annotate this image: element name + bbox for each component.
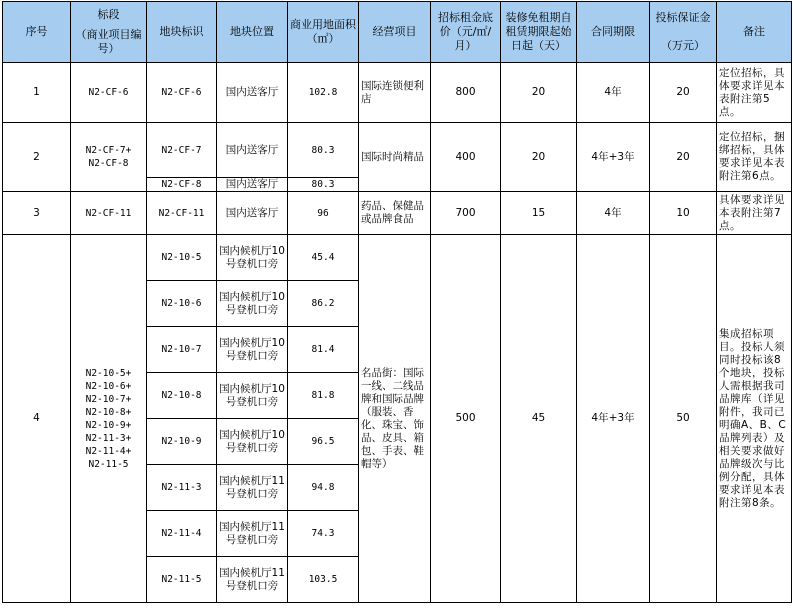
- remark-cell: 定位招标，具体要求详见本表附注第5点。: [717, 63, 792, 123]
- business-cell: 名品街：国际一线、二线品牌和国际品牌（服装、香化、珠宝、饰品、皮具、箱包、手表、鞋帽等）: [359, 235, 431, 603]
- term-cell: 4年: [577, 63, 650, 123]
- remark-cell: 具体要求详见本表附注第7点。: [717, 192, 792, 235]
- area-cell: 103.5: [288, 557, 359, 603]
- table-row: [3, 192, 792, 235]
- block-id-cell: N2-10-7: [147, 327, 217, 373]
- location-cell: 国内送客厅: [217, 63, 288, 123]
- business-cell: 国际时尚精品: [359, 123, 431, 192]
- deposit-cell: 20: [650, 123, 717, 192]
- area-cell: 86.2: [288, 281, 359, 327]
- header-seq: 序号: [3, 2, 71, 63]
- block-id-cell: N2-CF-11: [147, 192, 217, 235]
- area-cell: 96: [288, 192, 359, 235]
- header-section-subtitle: （商业项目编号）: [75, 28, 142, 55]
- location-cell: 国内候机厅11号登机口旁: [217, 511, 288, 557]
- section-cell: N2-CF-6: [71, 63, 147, 123]
- location-cell: 国内候机厅10号登机口旁: [217, 327, 288, 373]
- block-id-cell: N2-10-8: [147, 373, 217, 419]
- table-body: [3, 63, 792, 603]
- rent-cell: 500: [431, 235, 501, 603]
- seq-cell: 2: [3, 123, 71, 192]
- area-cell: 102.8: [288, 63, 359, 123]
- seq-cell: 1: [3, 63, 71, 123]
- header-business: 经营项目: [359, 2, 431, 63]
- block-id-cell: N2-11-5: [147, 557, 217, 603]
- rent-cell: 800: [431, 63, 501, 123]
- free-period-cell: 15: [501, 192, 577, 235]
- seq-cell: 3: [3, 192, 71, 235]
- header-block-id: 地块标识: [147, 2, 217, 63]
- free-period-cell: 20: [501, 123, 577, 192]
- header-deposit: [650, 2, 717, 63]
- deposit-cell: 50: [650, 235, 717, 603]
- term-cell: 4年: [577, 192, 650, 235]
- location-cell: 国内送客厅: [217, 192, 288, 235]
- block-id-cell: N2-11-3: [147, 465, 217, 511]
- deposit-cell: 20: [650, 63, 717, 123]
- location-cell: 国内候机厅11号登机口旁: [217, 465, 288, 511]
- area-cell: 80.3: [288, 178, 359, 192]
- area-cell: 80.3: [288, 123, 359, 178]
- free-period-cell: 20: [501, 63, 577, 123]
- table-row: [3, 235, 792, 281]
- seq-cell: 4: [3, 235, 71, 603]
- section-cell: N2-CF-11: [71, 192, 147, 235]
- block-id-cell: N2-CF-6: [147, 63, 217, 123]
- table-row: [3, 123, 792, 178]
- header-remark: 备注: [717, 2, 792, 63]
- section-cell: N2-10-5+ N2-10-6+ N2-10-7+ N2-10-8+ N2-10-9+ N2-11-3+ N2-11-4+ N2-11-5: [71, 235, 147, 603]
- location-cell: 国内送客厅: [217, 123, 288, 178]
- rent-cell: 700: [431, 192, 501, 235]
- area-cell: 74.3: [288, 511, 359, 557]
- area-cell: 94.8: [288, 465, 359, 511]
- rent-cell: 400: [431, 123, 501, 192]
- term-cell: 4年+3年: [577, 235, 650, 603]
- location-cell: 国内候机厅11号登机口旁: [217, 557, 288, 603]
- header-term: 合同期限: [577, 2, 650, 63]
- remark-cell: 集成招标项目。投标人须同时投标该8个地块，投标人需根据我司品牌库（详见附件，我司已明确A、B、C品牌列表）及相关要求做好品牌级次与比例分配，具体要求详见本表附注第8条。: [717, 235, 792, 603]
- location-cell: 国内候机厅10号登机口旁: [217, 419, 288, 465]
- block-id-cell: N2-10-6: [147, 281, 217, 327]
- location-cell: 国内送客厅: [217, 178, 288, 192]
- location-cell: 国内候机厅10号登机口旁: [217, 281, 288, 327]
- remark-cell: 定位招标，捆绑招标，具体要求详见本表附注第6点。: [717, 123, 792, 192]
- location-cell: 国内候机厅10号登机口旁: [217, 373, 288, 419]
- business-cell: 药品、保健品或品牌食品: [359, 192, 431, 235]
- header-deposit-title: 投标保证金: [655, 11, 711, 24]
- business-cell: 国际连锁便利店: [359, 63, 431, 123]
- area-cell: 45.4: [288, 235, 359, 281]
- area-cell: 96.5: [288, 419, 359, 465]
- area-cell: 81.8: [288, 373, 359, 419]
- bid-table: [2, 1, 792, 603]
- location-cell: 国内候机厅10号登机口旁: [217, 235, 288, 281]
- free-period-cell: 45: [501, 235, 577, 603]
- block-id-cell: N2-10-9: [147, 419, 217, 465]
- term-cell: 4年+3年: [577, 123, 650, 192]
- header-section: [71, 2, 147, 63]
- header-row: [3, 2, 792, 63]
- table-row: [3, 63, 792, 123]
- section-cell: N2-CF-7+ N2-CF-8: [71, 123, 147, 192]
- block-id-cell: N2-11-4: [147, 511, 217, 557]
- header-section-title: 标段: [97, 8, 120, 21]
- header-free-period: 装修免租期自租赁期限起始日起（天）: [501, 2, 577, 63]
- block-id-cell: N2-CF-8: [147, 178, 217, 192]
- header-deposit-unit: （万元）: [661, 39, 705, 52]
- block-id-cell: N2-CF-7: [147, 123, 217, 178]
- header-area: 商业用地面积（㎡）: [288, 2, 359, 63]
- deposit-cell: 10: [650, 192, 717, 235]
- header-rent: 招标租金底价（元/㎡/月）: [431, 2, 501, 63]
- block-id-cell: N2-10-5: [147, 235, 217, 281]
- header-location: 地块位置: [217, 2, 288, 63]
- area-cell: 81.4: [288, 327, 359, 373]
